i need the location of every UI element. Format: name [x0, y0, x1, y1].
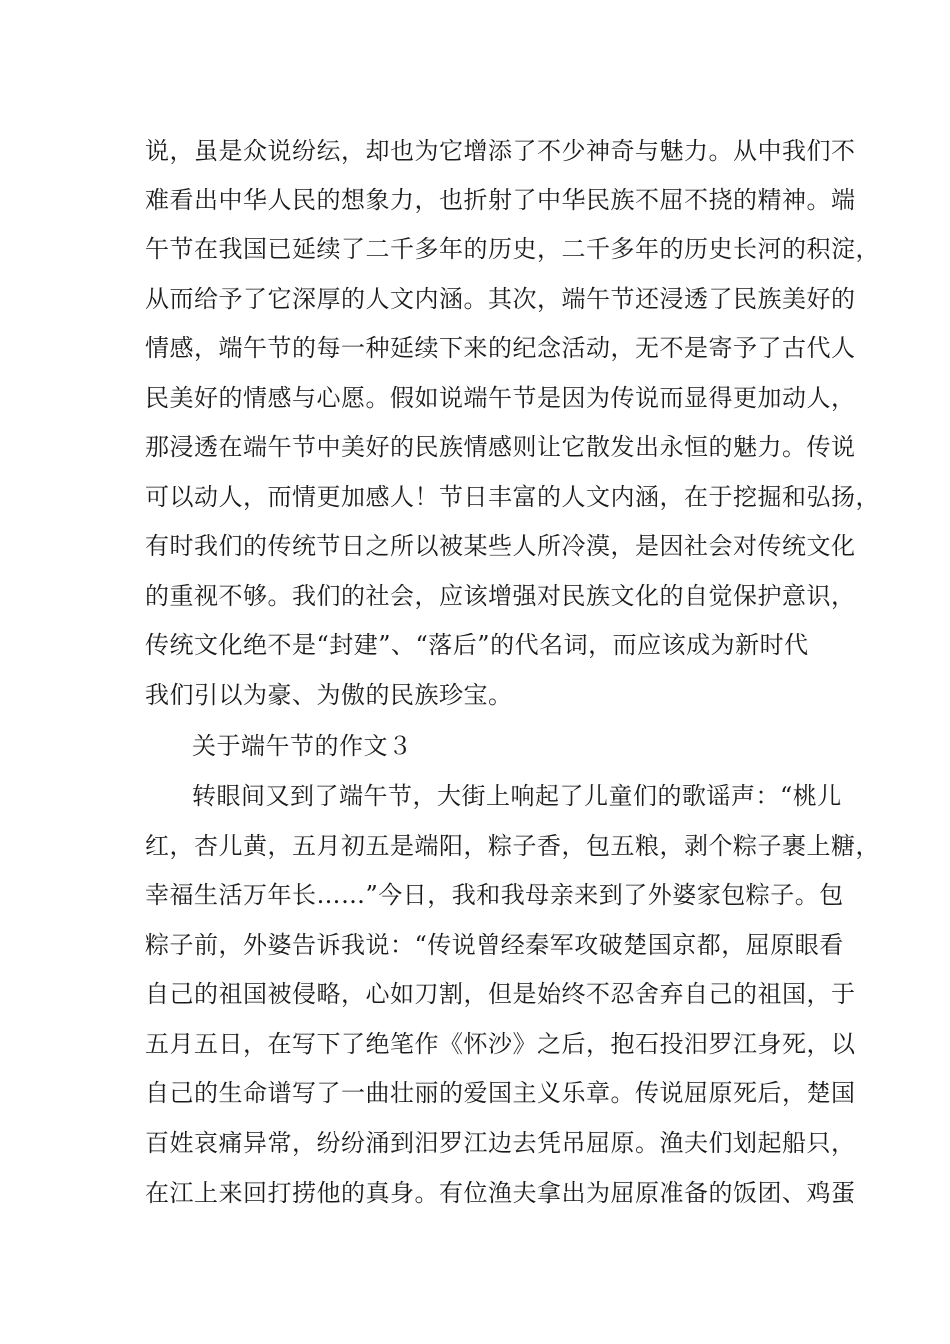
text-line: 午节在我国已延续了二千多年的历史，二千多年的历史长河的积淀，: [145, 235, 880, 263]
text-line: 从而给予了它深厚的人文内涵。其次，端午节还浸透了民族美好的: [145, 285, 856, 313]
text-line: 在江上来回打捞他的真身。有位渔夫拿出为屈原准备的饭团、鸡蛋: [145, 1179, 856, 1207]
text-line: 说，虽是众说纷纭，却也为它增添了不少神奇与魅力。从中我们不: [145, 137, 856, 165]
text-line: 幸福生活万年长……”今日，我和我母亲来到了外婆家包粽子。包: [145, 881, 844, 909]
text-line: 自己的祖国被侵略，心如刀割，但是始终不忍舍弃自己的祖国，于: [145, 980, 856, 1008]
section-heading: 关于端午节的作文３: [192, 732, 413, 760]
text-line: 传统文化绝不是“封建”、“落后”的代名词，而应该成为新时代: [145, 631, 809, 659]
text-line: 我们引以为豪、为傲的民族珍宝。: [145, 681, 513, 709]
text-line: 难看出中华人民的想象力，也折射了中华民族不屈不挠的精神。端: [145, 186, 856, 214]
text-line: 粽子前，外婆告诉我说：“传说曾经秦军攻破楚国京都，屈原眼看: [145, 931, 844, 959]
text-line: 红，杏儿黄，五月初五是端阳，粽子香，包五粮，剥个粽子裹上糖，: [145, 832, 880, 860]
text-line: 有时我们的传统节日之所以被某些人所冷漠，是因社会对传统文化: [145, 532, 856, 560]
text-line: 的重视不够。我们的社会，应该增强对民族文化的自觉保护意识，: [145, 582, 856, 610]
text-line: 百姓哀痛异常，纷纷涌到汨罗江边去凭吊屈原。渔夫们划起船只，: [145, 1129, 856, 1157]
text-line: 自己的生命谱写了一曲壮丽的爱国主义乐章。传说屈原死后，楚国: [145, 1079, 856, 1107]
text-line: 情感，端午节的每一种延续下来的纪念活动，无不是寄予了古代人: [145, 334, 856, 362]
text-line: 转眼间又到了端午节，大街上响起了儿童们的歌谣声：“桃儿: [192, 782, 842, 810]
text-line: 可以动人，而情更加感人！节日丰富的人文内涵，在于挖掘和弘扬，: [145, 483, 880, 511]
text-line: 那浸透在端午节中美好的民族情感则让它散发出永恒的魅力。传说: [145, 433, 856, 461]
text-line: 民美好的情感与心愿。假如说端午节是因为传说而显得更加动人，: [145, 384, 856, 412]
text-line: 五月五日，在写下了绝笔作《怀沙》之后，抱石投汨罗江身死，以: [145, 1030, 856, 1058]
